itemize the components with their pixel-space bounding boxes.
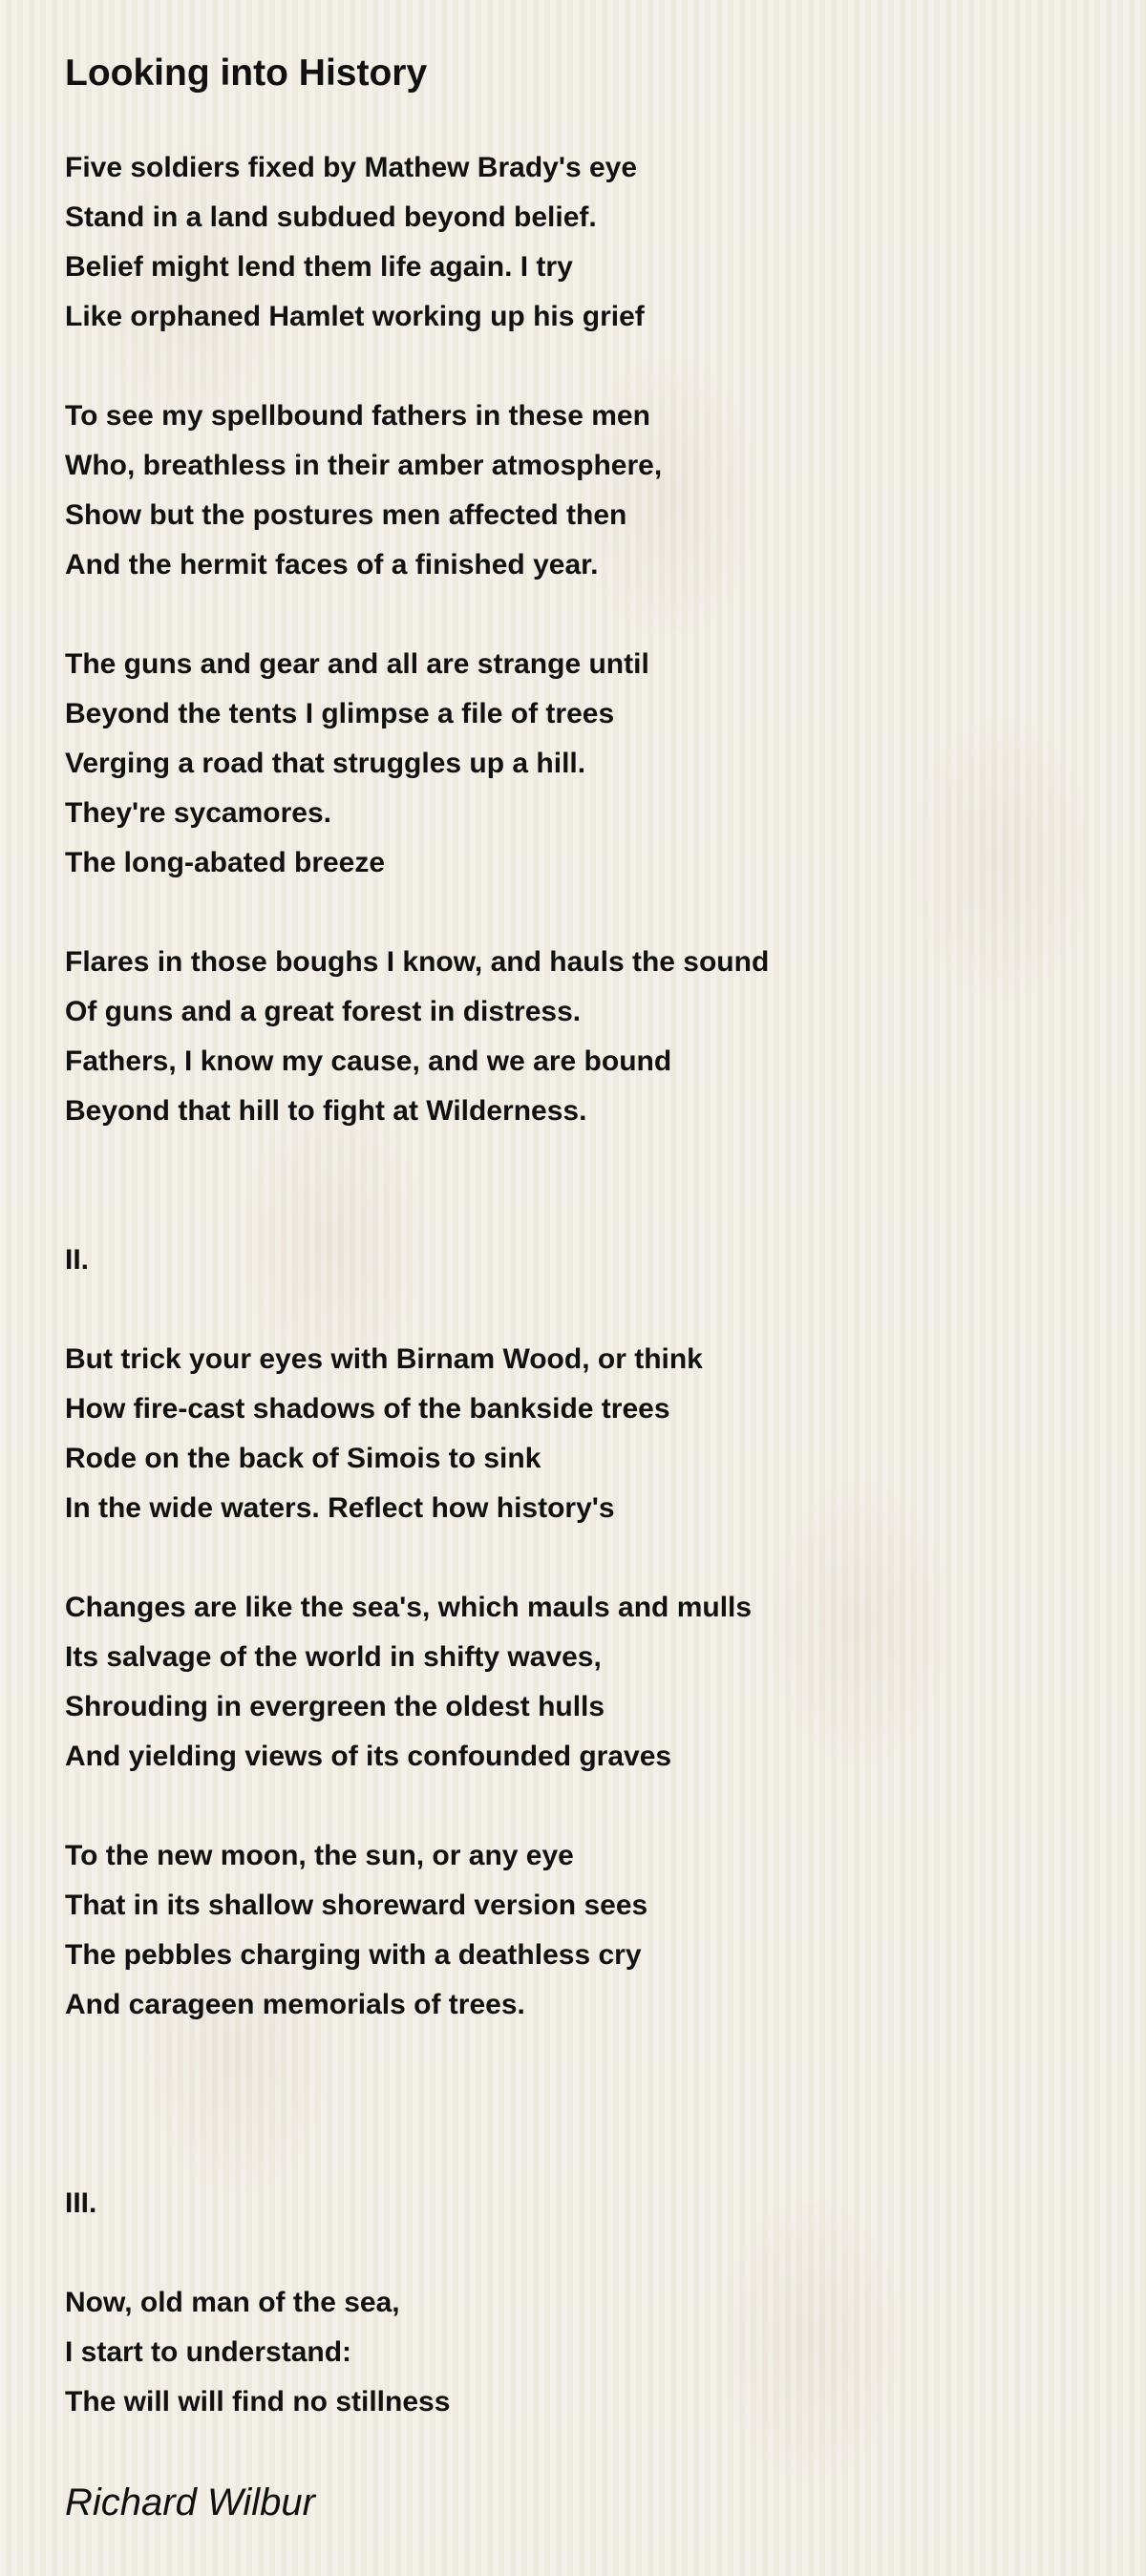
poem-line: Show but the postures men affected then bbox=[65, 499, 627, 531]
poem-line: Verging a road that struggles up a hill. bbox=[65, 748, 586, 779]
poem-line: Flares in those boughs I know, and hauls the sound bbox=[65, 946, 770, 978]
section-number: III. bbox=[65, 2187, 97, 2219]
poem-line: The long-abated breeze bbox=[65, 847, 386, 878]
stanza-8 bbox=[65, 2278, 1081, 2427]
poem-title: Looking into History bbox=[65, 53, 428, 94]
poem-line: Five soldiers fixed by Mathew Brady's eye bbox=[65, 152, 638, 183]
poem-line: Now, old man of the sea, bbox=[65, 2287, 400, 2318]
poem-line: They're sycamores. bbox=[65, 797, 331, 829]
poem-line: The will will find no stillness bbox=[65, 2386, 451, 2418]
poem-line: Beyond the tents I glimpse a file of trees bbox=[65, 698, 615, 729]
section-number: II. bbox=[65, 1244, 90, 1276]
poem-author: Richard Wilbur bbox=[65, 2481, 315, 2523]
poem-line: Of guns and a great forest in distress. bbox=[65, 996, 582, 1027]
poem-line: But trick your eyes with Birnam Wood, or think bbox=[65, 1343, 703, 1375]
poem-body bbox=[65, 143, 1081, 2427]
poem-line: And yielding views of its confounded graves bbox=[65, 1741, 672, 1772]
stanza-2 bbox=[65, 391, 1081, 590]
stanza-4 bbox=[65, 938, 1081, 1136]
poem-line: Shrouding in evergreen the oldest hulls bbox=[65, 1691, 605, 1722]
poem-line: Fathers, I know my cause, and we are bound bbox=[65, 1045, 672, 1077]
poem-line: Changes are like the sea's, which mauls and mulls bbox=[65, 1592, 753, 1623]
stanza-5 bbox=[65, 1335, 1081, 1533]
poem-line: To see my spellbound fathers in these men bbox=[65, 400, 650, 432]
stanza-6 bbox=[65, 1583, 1081, 1782]
poem-line: In the wide waters. Reflect how history's bbox=[65, 1492, 615, 1524]
stanza-1 bbox=[65, 143, 1081, 342]
poem-line: And carageen memorials of trees. bbox=[65, 1989, 525, 2020]
stanza-3 bbox=[65, 640, 1081, 888]
section-heading-3 bbox=[65, 2179, 1081, 2228]
poem-line: The pebbles charging with a deathless cry bbox=[65, 1939, 642, 1971]
poem-line: To the new moon, the sun, or any eye bbox=[65, 1840, 574, 1871]
poem-line: Like orphaned Hamlet working up his grief bbox=[65, 301, 645, 332]
poem-line: Its salvage of the world in shifty waves, bbox=[65, 1641, 602, 1673]
poem-line: The guns and gear and all are strange until bbox=[65, 648, 649, 680]
poem-line: I start to understand: bbox=[65, 2336, 352, 2368]
poem-line: Rode on the back of Simois to sink bbox=[65, 1443, 541, 1474]
poem-line: Who, breathless in their amber atmosphere, bbox=[65, 450, 663, 481]
poem-line: Beyond that hill to fight at Wilderness. bbox=[65, 1095, 587, 1127]
poem-line: Belief might lend them life again. I try bbox=[65, 251, 573, 283]
poem-line: And the hermit faces of a finished year. bbox=[65, 549, 599, 581]
poem-line: Stand in a land subdued beyond belief. bbox=[65, 201, 597, 233]
section-heading-2 bbox=[65, 1235, 1081, 1285]
poem-line: That in its shallow shoreward version sees bbox=[65, 1890, 648, 1921]
stanza-7 bbox=[65, 1831, 1081, 2030]
poem-line: How fire-cast shadows of the bankside trees bbox=[65, 1393, 670, 1425]
